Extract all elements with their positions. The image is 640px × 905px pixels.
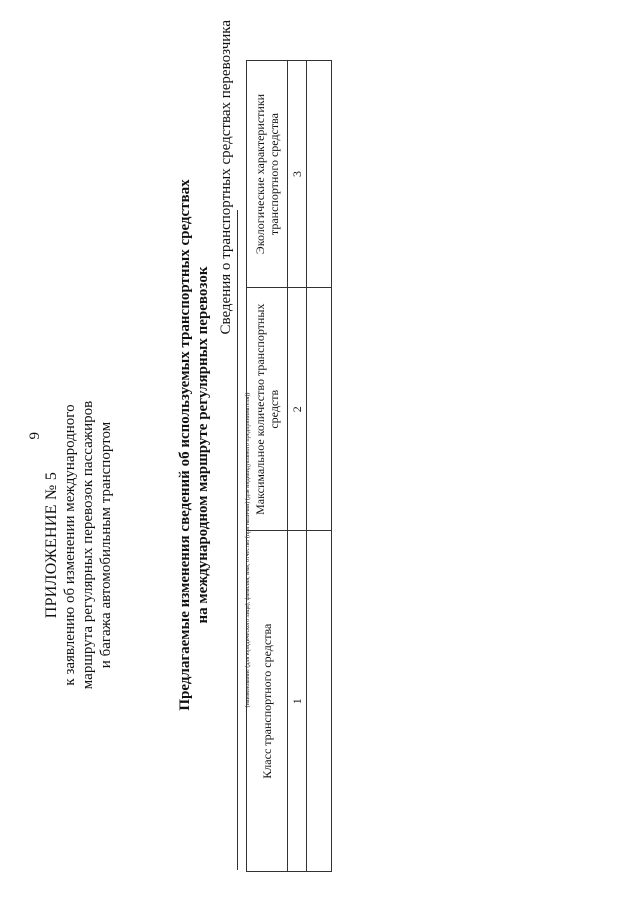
appendix-line: и багажа автомобильным транспортом	[98, 421, 114, 669]
carrier-fill-line	[237, 210, 238, 870]
page-number: 9	[27, 432, 43, 440]
vehicle-table	[246, 60, 332, 872]
carrier-label: Сведения о транспортных средствах перевозчика	[218, 20, 234, 335]
table-number-cell: 2	[288, 288, 307, 531]
document-title-line: Предлагаемые изменения сведений об используемых транспортных средствах	[177, 179, 193, 711]
document-title-line: на международном маршруте регулярных перевозок	[195, 266, 211, 624]
table-header-cell: Класс транспортного средства	[247, 531, 288, 872]
table-number-cell: 1	[288, 531, 307, 872]
table-number-row	[288, 61, 307, 872]
document-title	[176, 145, 212, 745]
table-header-row	[247, 61, 288, 872]
table-number-cell: 3	[288, 61, 307, 288]
appendix-line: маршрута регулярных перевозок пассажиров	[80, 400, 96, 690]
table-header-cell: Максимальное количество транспортных средств	[247, 288, 288, 531]
appendix-block	[43, 285, 115, 805]
carrier-caption: (наименование (для юридического лица), фамилия, имя, отчество (при наличии) (для индивидуального предпринимателя))	[245, 392, 251, 708]
appendix-line: к заявлению об изменении международного	[62, 404, 78, 686]
table-cell[interactable]	[307, 288, 332, 531]
appendix-heading: ПРИЛОЖЕНИЕ № 5	[43, 471, 60, 619]
table-cell[interactable]	[307, 531, 332, 872]
table-header-cell: Экологические характеристики транспортного средства	[247, 61, 288, 288]
table-cell[interactable]	[307, 61, 332, 288]
table-row	[307, 61, 332, 872]
